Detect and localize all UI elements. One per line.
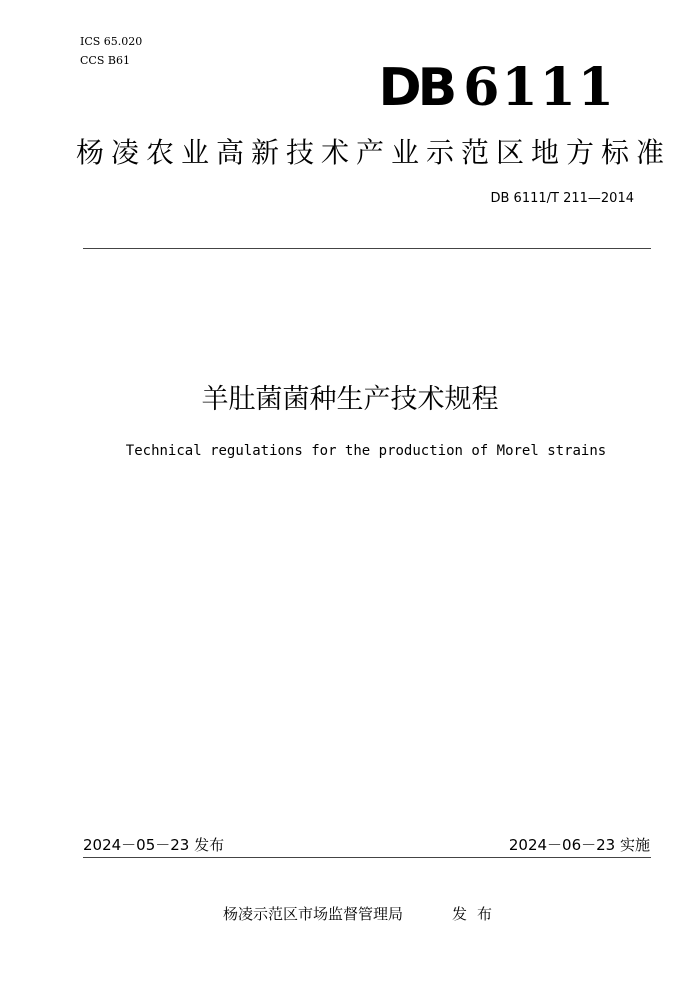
standard-number: DB 6111/T 211—2014 xyxy=(490,191,634,206)
db-logo xyxy=(378,56,616,120)
top-divider xyxy=(83,248,651,249)
issuing-authority: 杨凌示范区市场监督管理局 xyxy=(223,905,404,923)
document-title-english: Technical regulations for the production of Morel strains xyxy=(125,443,607,459)
implementation-date: 2024－06－23 实施 xyxy=(508,836,650,854)
standard-category-title: 杨凌农业高新技术产业示范区地方标准 xyxy=(76,136,672,169)
issue-label: 发布 xyxy=(452,905,503,923)
ccs-code: CCS B61 xyxy=(80,54,130,67)
document-title: 羊肚菌菌种生产技术规程 xyxy=(201,384,499,415)
db-logo-number: 6111 xyxy=(463,57,616,118)
bottom-divider xyxy=(83,857,651,858)
ics-code: ICS 65.020 xyxy=(80,35,143,48)
db-logo-letters: DB xyxy=(378,58,454,118)
release-date: 2024－05－23 发布 xyxy=(83,836,225,854)
